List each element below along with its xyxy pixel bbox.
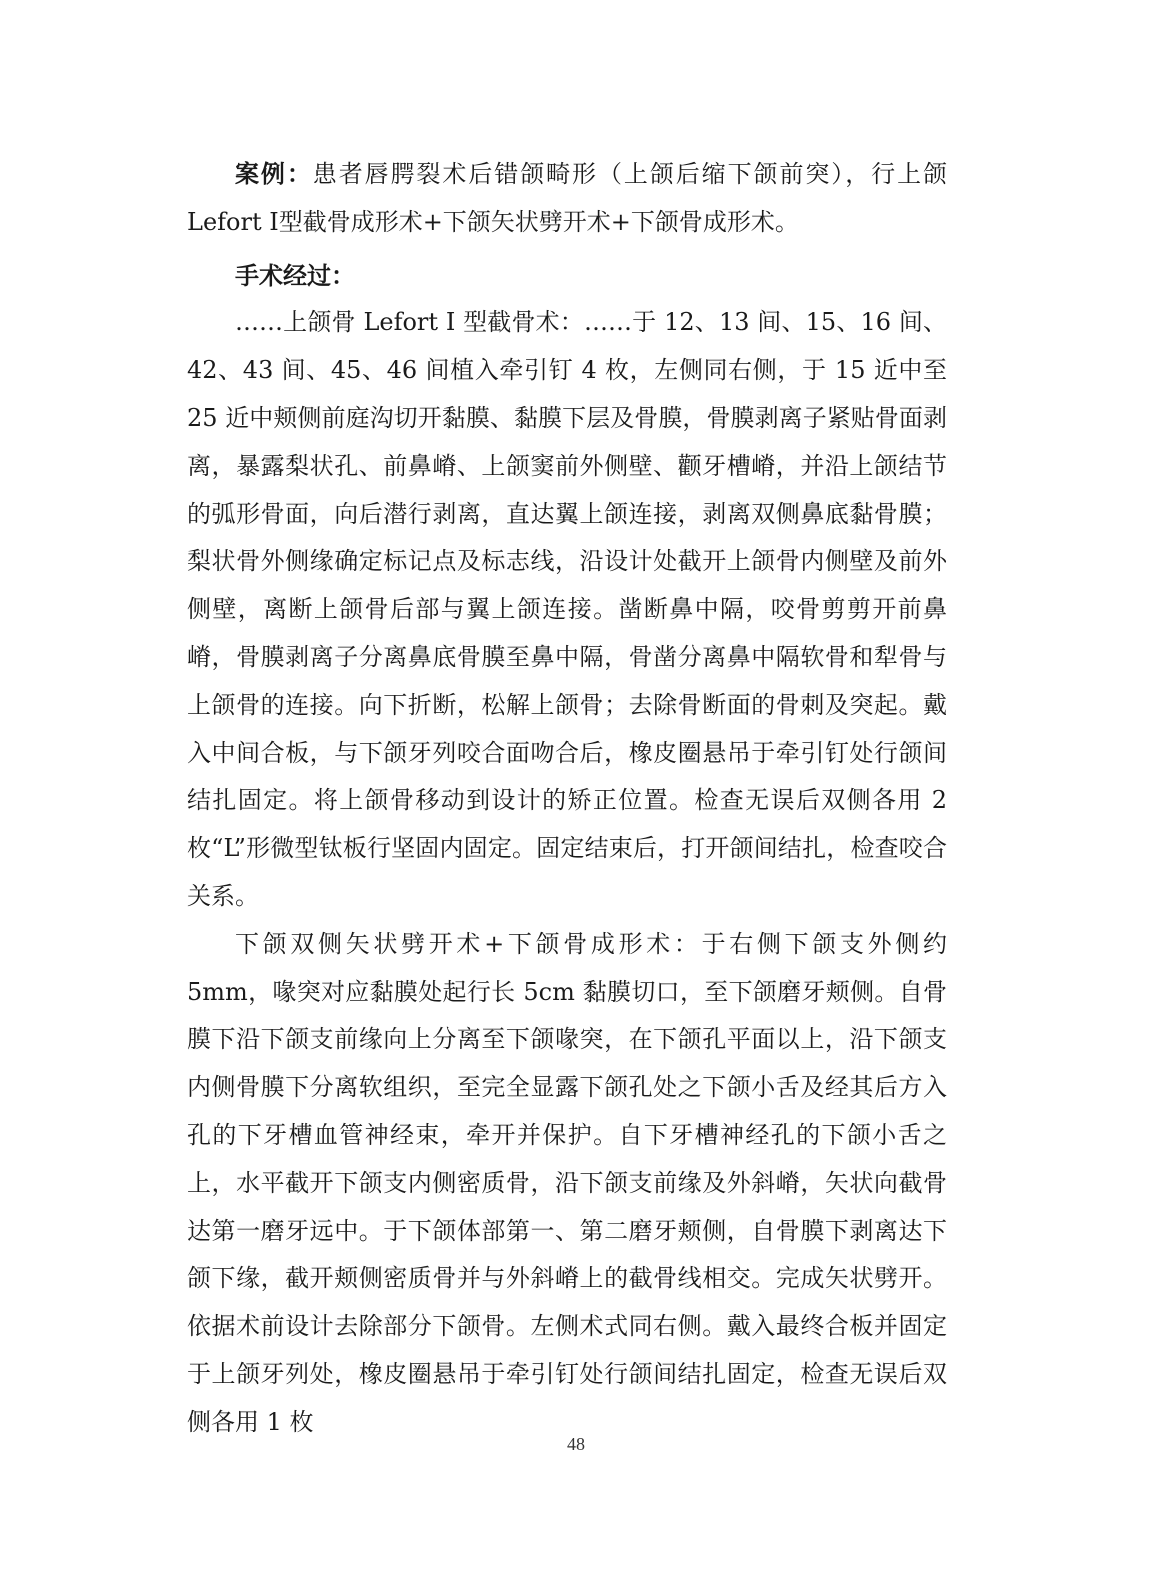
case-label: 案例：	[235, 159, 313, 188]
procedure-heading: 手术经过：	[235, 260, 355, 290]
page-number: 48	[567, 1434, 585, 1454]
maxilla-paragraph: ……上颌骨 Lefort I 型截骨术：……于 12、13 间、15、16 间、42、43 间、45、46 间植入牵引钉 4 枚，左侧同右侧，于 15 近中至 25 近中颊侧前庭沟切开黏膜、黏膜下层及骨膜，骨膜剥离子紧贴骨面剥离，暴露梨状孔、前鼻嵴、上颌窦前外侧壁、颧牙槽嵴，并沿上颌结节的弧形骨面，向后潜行剥离，直达翼上颌连接，剥离双侧鼻底黏骨膜；梨状骨外侧缘确定标记点及标志线，沿设计处截开上颌骨内侧壁及前外侧壁，离断上颌骨后部与翼上颌连接。凿断鼻中隔，咬骨剪剪开前鼻嵴，骨膜剥离子分离鼻底骨膜至鼻中隔，骨凿分离鼻中隔软骨和犁骨与上颌骨的连接。向下折断，松解上颌骨；去除骨断面的骨刺及突起。戴入中间合板，与下颌牙列咬合面吻合后，橡皮圈悬吊于牵引钉处行颌间结扎固定。将上颌骨移动到设计的矫正位置。检查无误后双侧各用 2 枚“L”形微型钛板行坚固内固定。固定结束后，打开颌间结扎，检查咬合关系。	[187, 308, 947, 910]
case-paragraph	[187, 150, 947, 247]
mandible-paragraph: 下颌双侧矢状劈开术+下颌骨成形术：于右侧下颌支外侧约 5mm，喙突对应黏膜处起行长 5cm 黏膜切口，至下颌磨牙颊侧。自骨膜下沿下颌支前缘向上分离至下颌喙突，在下颌孔平面以上，沿下颌支内侧骨膜下分离软组织，至完全显露下颌孔处之下颌小舌及经其后方入孔的下牙槽血管神经束，牵开并保护。自下牙槽神经孔的下颌小舌之上，水平截开下颌支内侧密质骨，沿下颌支前缘及外斜嵴，矢状向截骨达第一磨牙远中。于下颌体部第一、第二磨牙颊侧，自骨膜下剥离达下颌下缘，截开颊侧密质骨并与外斜嵴上的截骨线相交。完成矢状劈开。依据术前设计去除部分下颌骨。左侧术式同右侧。戴入最终合板并固定于上颌牙列处，橡皮圈悬吊于牵引钉处行颌间结扎固定，检查无误后双侧各用 1 枚	[187, 929, 947, 1436]
case-text: 患者唇腭裂术后错颌畸形（上颌后缩下颌前突），行上颌 Lefort I型截骨成形术+下颌矢状劈开术+下颌骨成形术。	[187, 160, 948, 236]
body-text	[187, 150, 947, 1447]
